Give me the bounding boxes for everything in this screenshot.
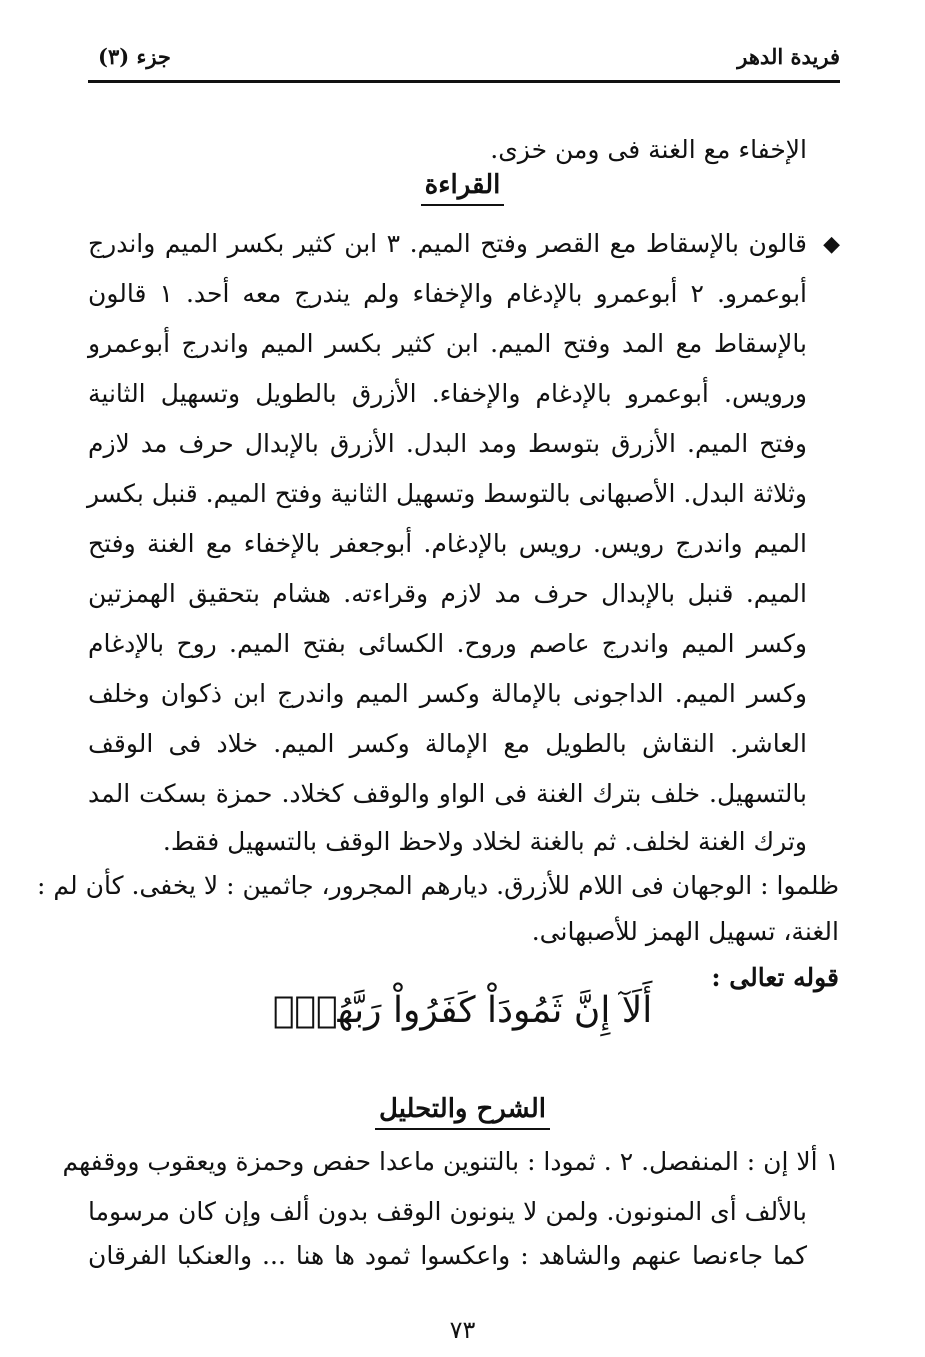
quran-verse: أَلَآ إِنَّ ثَمُودَاْ كَفَرُواْ رَبَّهُمۡۗ [272,990,653,1031]
text-line: ورويس. أبوعمرو بالإدغام والإخفاء. الأزرق بالطويل وتسهيل الثانية [88,379,807,408]
running-header [88,38,840,83]
text-line: وكسر الميم. الداجونى بالإمالة وكسر الميم واندرج ابن ذكوان وخلف [88,679,807,708]
page-number: ٧٣ [449,1316,476,1344]
text-line: وثلاثة البدل. الأصبهانى بالتوسط وتسهيل الثانية وفتح الميم. قنبل بكسر [86,479,807,508]
notes-line: ظلموا : الوجهان فى اللام للأزرق. ديارهم المجرور، جاثمين : لا يخفى. كأن لم : [37,871,839,900]
text-line: وكسر الميم واندرج عاصم وروح. الكسائى بفتح الميم. روح بالإدغام [88,629,807,658]
text-line: بالتسهيل. خلف بترك الغنة فى الواو والوقف كخلاد. حمزة بسكت المد [88,779,807,808]
text-line: الميم. قنبل بالإبدال حرف مد لازم وقراءته. هشام بتحقيق الهمزتين [88,579,807,608]
text-line: وترك الغنة لخلف. ثم بالغنة لخلاد ولاحظ الوقف بالتسهيل فقط. [162,827,807,856]
part-number: جزء (٣) [98,44,171,69]
text-line: الميم واندرج رويس. رويس بالإدغام. أبوجعفر بالإخفاء مع الغنة وفتح [88,529,807,558]
diamond-bullet-icon: ◆ [823,232,840,257]
qawluhu-label: قوله تعالى : [711,963,839,992]
section-heading-sharh-text: الشرح والتحليل [375,1094,550,1130]
text-line: وفتح الميم. الأزرق بتوسط ومد البدل. الأزرق بالإبدال حرف مد لازم [88,429,807,458]
text-line: بالألف أى المنونون. ولمن لا ينونون الوقف بدون ألف وإن كان مرسوما [88,1197,807,1226]
text-line: العاشر. النقاش بالطويل مع الإمالة وكسر الميم. خلاد فى الوقف [88,729,807,758]
text-line: كما جاءنصا عنهم والشاهد : واعكسوا ثمود ها هنا ... والعنكبا الفرقان [88,1241,807,1270]
text-line: ١ ألا إن : المنفصل. ٢ . ثمودا : بالتنوين ماعدا حفص وحمزة ويعقوب ووقفهم [62,1147,839,1176]
text-line: قالون بالإسقاط مع القصر وفتح الميم. ٣ ابن كثير بكسر الميم واندرج [88,229,807,258]
section-heading-sharh [0,1094,925,1124]
text-line: أبوعمرو. ٢ أبوعمرو بالإدغام والإخفاء ولم يندرج معه أحد. ١ قالون [88,279,807,308]
notes-line: الغنة، تسهيل الهمز للأصبهانى. [531,917,839,946]
intro-line: الإخفاء مع الغنة فى ومن خزى. [490,135,807,164]
book-title: فريدة الدهر [737,44,840,69]
section-heading-qiraa [0,170,925,200]
text-line: بالإسقاط مع المد وفتح الميم. ابن كثير بكسر الميم واندرج أبوعمرو [88,329,807,358]
section-heading-qiraa-text: القراءة [421,170,505,206]
